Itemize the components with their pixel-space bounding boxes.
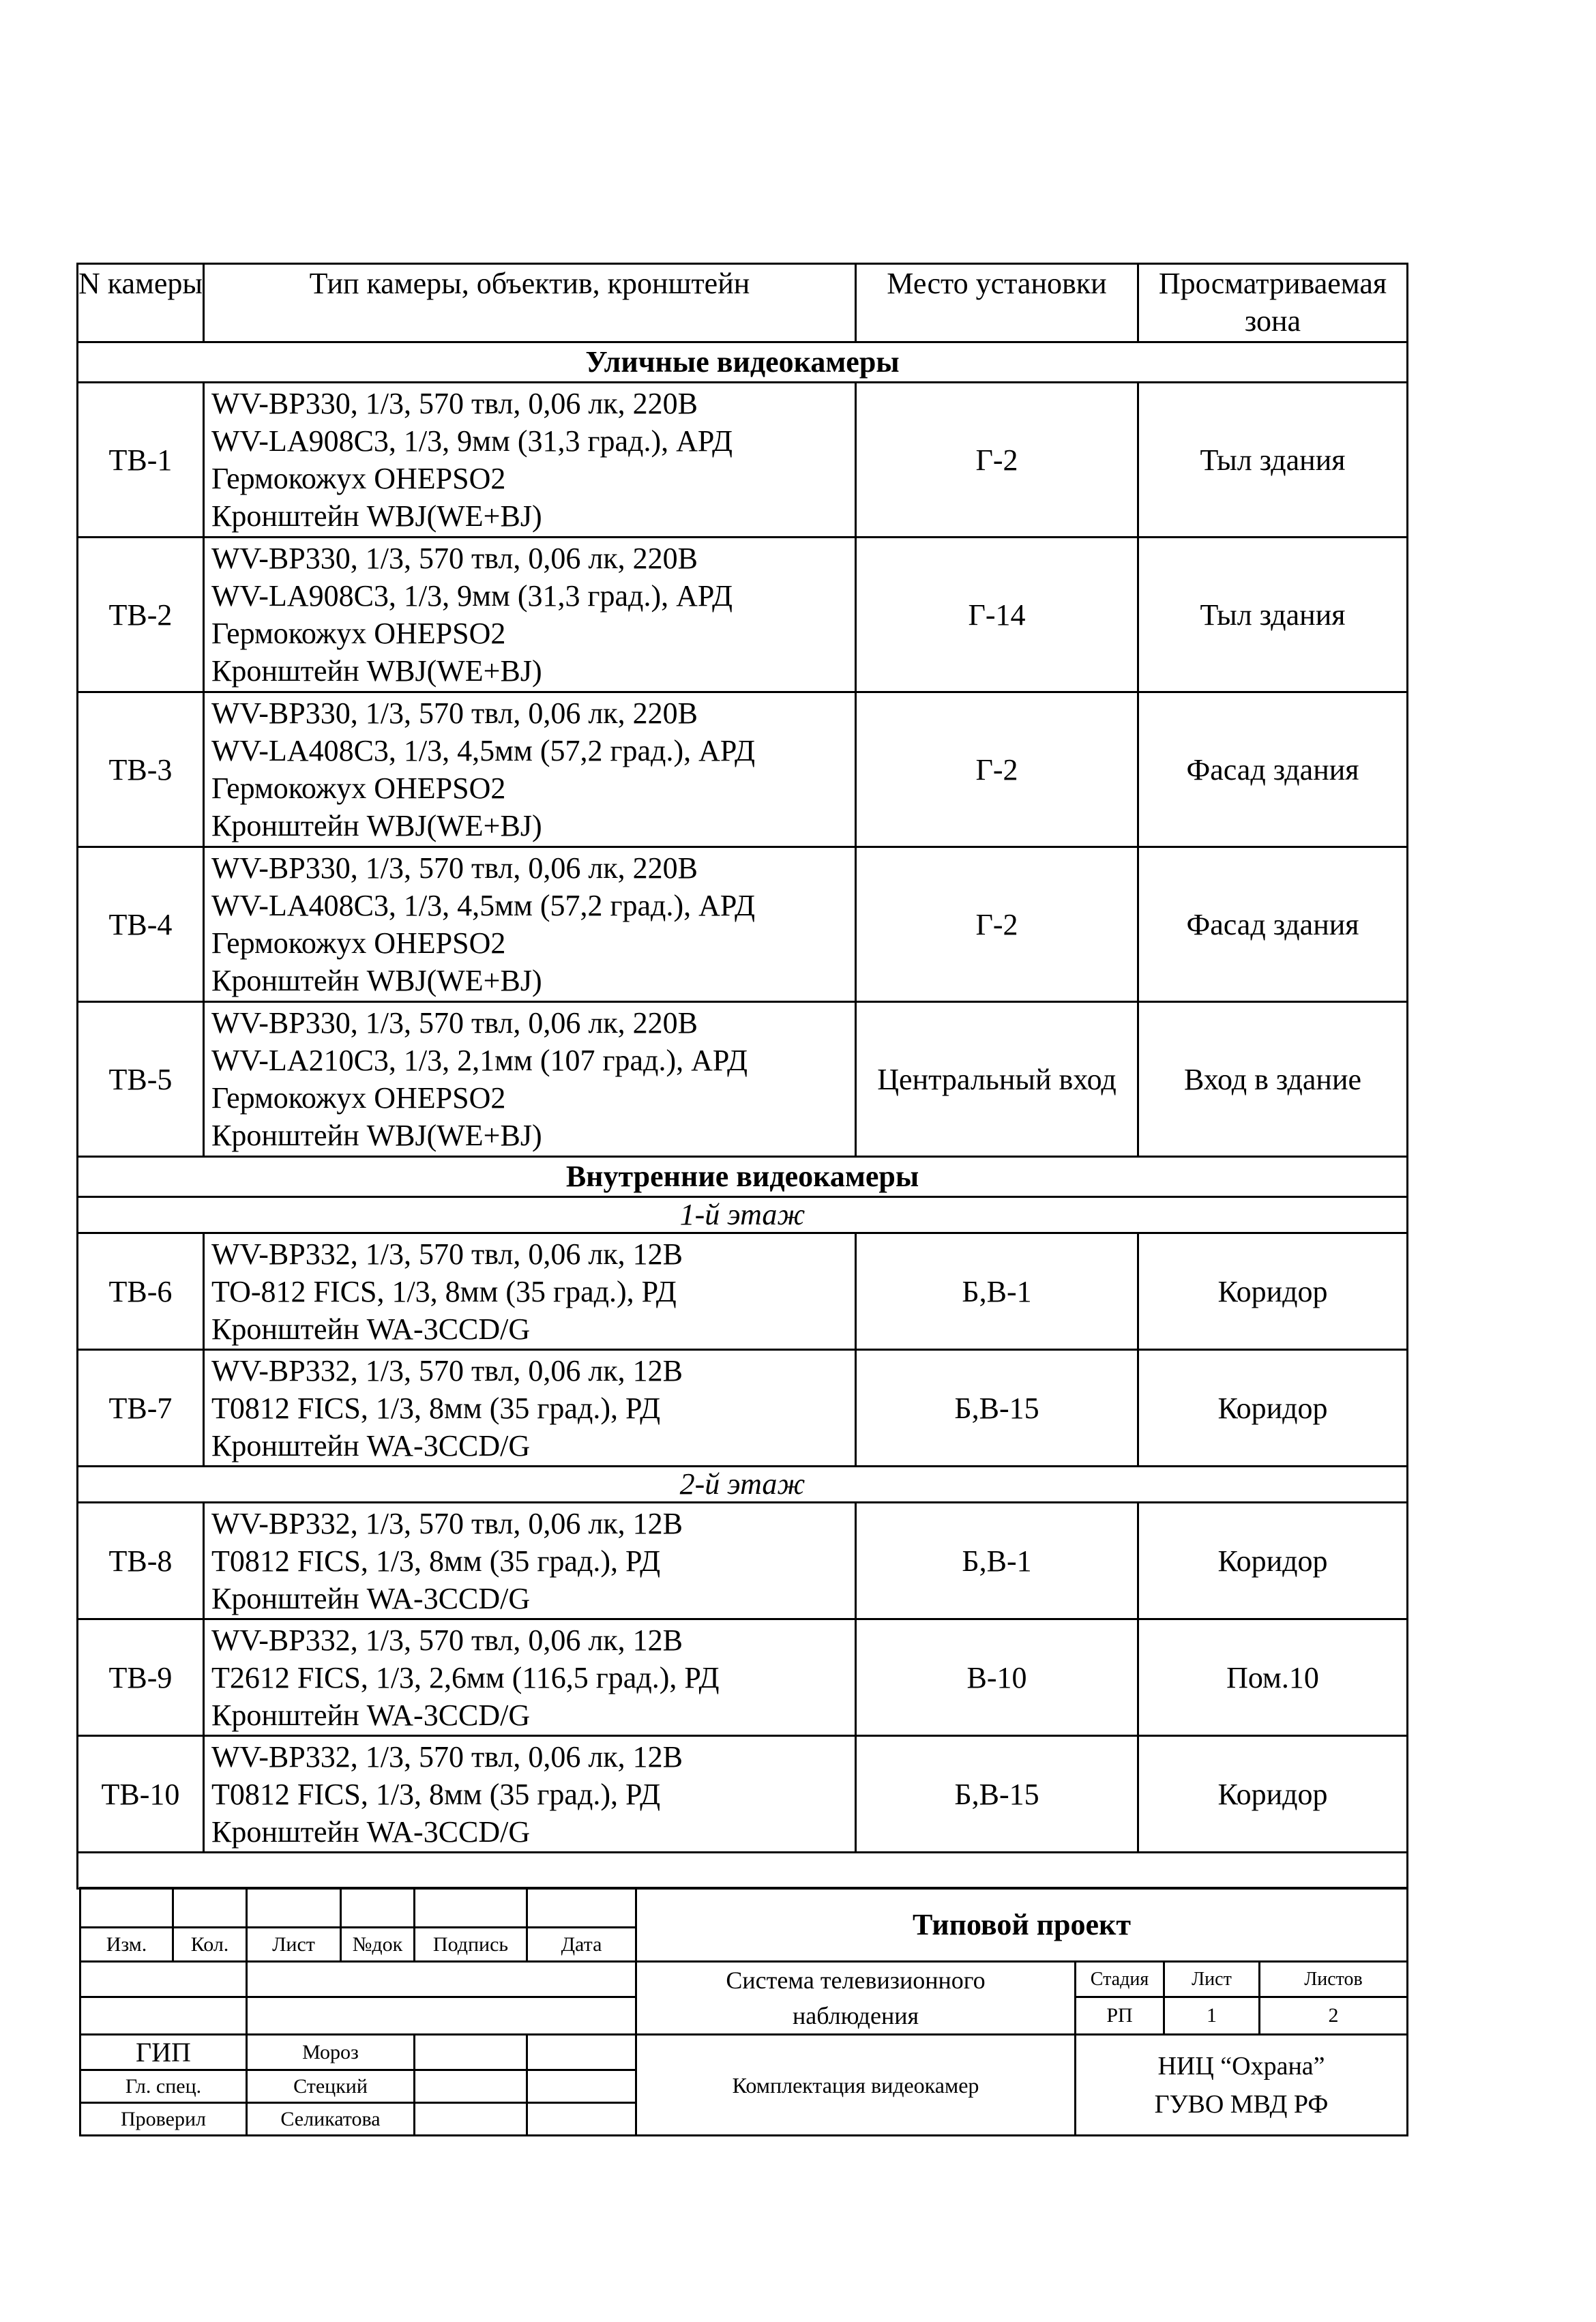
header-camera-type: Тип камеры, объектив, кронштейн xyxy=(204,264,856,342)
camera-spec-line: WV-BP332, 1/3, 570 твл, 0,06 лк, 12В xyxy=(211,1237,683,1271)
view-zone: Коридор xyxy=(1138,1736,1408,1853)
camera-spec-line: WV-BP332, 1/3, 570 твл, 0,06 лк, 12В xyxy=(211,1506,683,1540)
table-gap-cell xyxy=(78,1853,1408,1889)
camera-number: ТВ-8 xyxy=(78,1503,204,1619)
install-place: Центральный вход xyxy=(856,1002,1138,1157)
section-row-outdoor xyxy=(78,342,1408,383)
table-header-row xyxy=(78,264,1408,342)
check-name: Селикатова xyxy=(247,2103,415,2136)
view-zone: Коридор xyxy=(1138,1233,1408,1350)
stamp-cell xyxy=(527,2035,636,2070)
camera-spec-line: WV-LA210C3, 1/3, 2,1мм (107 град.), АРД xyxy=(211,1044,748,1077)
col-izm: Изм. xyxy=(80,1928,173,1962)
camera-spec-line: T0812 FICS, 1/3, 8мм (35 град.), РД xyxy=(211,1391,661,1425)
install-place: Г-14 xyxy=(856,538,1138,692)
view-zone: Фасад здания xyxy=(1138,692,1408,847)
view-zone: Тыл здания xyxy=(1138,538,1408,692)
camera-spec-line: Гермокожух OHEPSO2 xyxy=(211,617,506,650)
view-zone: Коридор xyxy=(1138,1503,1408,1619)
spec-name: Стецкий xyxy=(247,2070,415,2103)
install-place: Б,В-1 xyxy=(856,1503,1138,1619)
camera-spec xyxy=(204,383,856,538)
section-row-indoor xyxy=(78,1157,1408,1197)
camera-spec xyxy=(204,1233,856,1350)
camera-spec-line: Гермокожух OHEPSO2 xyxy=(211,1081,506,1115)
section-indoor: Внутренние видеокамеры xyxy=(78,1157,1408,1197)
camera-number: ТВ-5 xyxy=(78,1002,204,1157)
floor-1-label: 1-й этаж xyxy=(78,1197,1408,1233)
view-zone: Пом.10 xyxy=(1138,1619,1408,1736)
view-zone: Вход в здание xyxy=(1138,1002,1408,1157)
stamp-cell xyxy=(247,1888,341,1928)
col-list: Лист xyxy=(247,1928,341,1962)
table-row xyxy=(78,847,1408,1002)
stamp-cell xyxy=(80,1888,173,1928)
table-row xyxy=(78,1503,1408,1619)
camera-spec-line: Гермокожух OHEPSO2 xyxy=(211,926,506,960)
camera-spec-line: WV-BP330, 1/3, 570 твл, 0,06 лк, 220В xyxy=(211,387,698,420)
camera-spec-line: Кронштейн WBJ(WE+BJ) xyxy=(211,1119,542,1152)
table-row xyxy=(78,1736,1408,1853)
camera-spec-line: WV-BP332, 1/3, 570 твл, 0,06 лк, 12В xyxy=(211,1623,683,1657)
camera-table xyxy=(76,263,1408,1890)
col-ndok: №док xyxy=(341,1928,415,1962)
install-place: Г-2 xyxy=(856,692,1138,847)
floor-row-1 xyxy=(78,1197,1408,1233)
view-zone: Коридор xyxy=(1138,1350,1408,1467)
camera-spec-line: WV-BP330, 1/3, 570 твл, 0,06 лк, 220В xyxy=(211,851,698,885)
spec-role: Гл. спец. xyxy=(80,2070,247,2103)
table-row xyxy=(78,692,1408,847)
organization xyxy=(1076,2035,1408,2136)
camera-spec-line: WV-BP332, 1/3, 570 твл, 0,06 лк, 12В xyxy=(211,1353,683,1387)
install-place: Г-2 xyxy=(856,383,1138,538)
col-data: Дата xyxy=(527,1928,636,1962)
camera-spec-line: Кронштейн WA-3CCD/G xyxy=(211,1428,531,1463)
view-zone: Тыл здания xyxy=(1138,383,1408,538)
camera-spec-line: WV-LA408C3, 1/3, 4,5мм (57,2 град.), АРД xyxy=(211,734,756,767)
camera-number: ТВ-6 xyxy=(78,1233,204,1350)
camera-spec xyxy=(204,1619,856,1736)
camera-spec xyxy=(204,1350,856,1467)
stamp-cell xyxy=(247,1962,636,1997)
floor-row-2 xyxy=(78,1467,1408,1503)
camera-number: ТВ-1 xyxy=(78,383,204,538)
stage-label: Стадия xyxy=(1076,1962,1164,1997)
table-row xyxy=(78,1350,1408,1467)
camera-spec-line: Кронштейн WA-3CCD/G xyxy=(211,1581,531,1615)
stamp-cell xyxy=(527,2103,636,2136)
camera-spec xyxy=(204,692,856,847)
install-place: В-10 xyxy=(856,1619,1138,1736)
camera-spec-line: Кронштейн WBJ(WE+BJ) xyxy=(211,654,542,688)
check-role: Проверил xyxy=(80,2103,247,2136)
camera-spec-line: Кронштейн WA-3CCD/G xyxy=(211,1312,531,1346)
title-block xyxy=(79,1887,1408,2136)
table-gap-row xyxy=(78,1853,1408,1889)
camera-spec-line: Кронштейн WA-3CCD/G xyxy=(211,1698,531,1732)
install-place: Г-2 xyxy=(856,847,1138,1002)
organization-line-2: ГУВО МВД РФ xyxy=(1154,2089,1329,2119)
camera-spec xyxy=(204,1002,856,1157)
header-camera-number: N камеры xyxy=(78,264,204,342)
camera-spec-line: Кронштейн WBJ(WE+BJ) xyxy=(211,499,542,533)
install-place: Б,В-15 xyxy=(856,1736,1138,1853)
camera-number: ТВ-9 xyxy=(78,1619,204,1736)
system-name-line-2: наблюдения xyxy=(792,2002,919,2029)
camera-spec-line: Кронштейн WBJ(WE+BJ) xyxy=(211,809,542,842)
camera-spec-line: TO-812 FICS, 1/3, 8мм (35 град.), РД xyxy=(211,1274,677,1308)
stamp-cell xyxy=(173,1888,247,1928)
col-kol: Кол. xyxy=(173,1928,247,1962)
stamp-cell xyxy=(527,1888,636,1928)
table-row xyxy=(78,383,1408,538)
camera-number: ТВ-4 xyxy=(78,847,204,1002)
camera-spec-line: Кронштейн WBJ(WE+BJ) xyxy=(211,964,542,997)
stamp-cell xyxy=(527,2070,636,2103)
section-outdoor: Уличные видеокамеры xyxy=(78,342,1408,383)
install-place: Б,В-15 xyxy=(856,1350,1138,1467)
gip-name: Мороз xyxy=(247,2035,415,2070)
camera-number: ТВ-10 xyxy=(78,1736,204,1853)
table-row xyxy=(78,1619,1408,1736)
header-install-place: Место установки xyxy=(856,264,1138,342)
stamp-row xyxy=(80,1962,1408,1997)
stage-value: РП xyxy=(1076,1997,1164,2035)
camera-spec-line: WV-BP332, 1/3, 570 твл, 0,06 лк, 12В xyxy=(211,1739,683,1774)
gip-role: ГИП xyxy=(80,2035,247,2070)
project-title: Типовой проект xyxy=(636,1888,1408,1962)
camera-spec-line: WV-BP330, 1/3, 570 твл, 0,06 лк, 220В xyxy=(211,542,698,575)
stamp-cell xyxy=(415,1888,527,1928)
table-row xyxy=(78,538,1408,692)
stamp-cell xyxy=(341,1888,415,1928)
camera-number: ТВ-3 xyxy=(78,692,204,847)
camera-spec-line: WV-LA908C3, 1/3, 9мм (31,3 град.), АРД xyxy=(211,424,733,458)
camera-spec-line: Кронштейн WA-3CCD/G xyxy=(211,1814,531,1849)
stamp-cell xyxy=(80,1997,247,2035)
camera-spec-line: Гермокожух OHEPSO2 xyxy=(211,462,506,495)
camera-spec-line: Гермокожух OHEPSO2 xyxy=(211,771,506,805)
camera-spec-line: WV-BP330, 1/3, 570 твл, 0,06 лк, 220В xyxy=(211,1006,698,1040)
camera-spec xyxy=(204,847,856,1002)
document-content: Комплектация видеокамер xyxy=(636,2035,1076,2136)
camera-spec xyxy=(204,1503,856,1619)
floor-2-label: 2-й этаж xyxy=(78,1467,1408,1503)
system-name-line-1: Система телевизионного xyxy=(726,1967,986,1994)
camera-number: ТВ-2 xyxy=(78,538,204,692)
stamp-row xyxy=(80,1888,1408,1928)
camera-spec-line: T0812 FICS, 1/3, 8мм (35 град.), РД xyxy=(211,1777,661,1811)
sheet-value: 1 xyxy=(1164,1997,1260,2035)
stamp-cell xyxy=(80,1962,247,1997)
stamp-row xyxy=(80,2035,1408,2070)
camera-spec-line: WV-LA908C3, 1/3, 9мм (31,3 град.), АРД xyxy=(211,579,733,613)
table-row xyxy=(78,1233,1408,1350)
sheets-value: 2 xyxy=(1260,1997,1408,2035)
organization-line-1: НИЦ “Охрана” xyxy=(1157,2051,1325,2081)
stamp-cell xyxy=(415,2103,527,2136)
camera-spec-line: T2612 FICS, 1/3, 2,6мм (116,5 град.), РД xyxy=(211,1660,720,1694)
col-podpis: Подпись xyxy=(415,1928,527,1962)
system-name xyxy=(636,1962,1076,2035)
header-view-zone: Просматриваемая зона xyxy=(1138,264,1408,342)
sheet-label: Лист xyxy=(1164,1962,1260,1997)
camera-spec xyxy=(204,1736,856,1853)
camera-spec xyxy=(204,538,856,692)
stamp-cell xyxy=(415,2070,527,2103)
camera-spec-line: WV-LA408C3, 1/3, 4,5мм (57,2 град.), АРД xyxy=(211,889,756,922)
camera-spec-line: WV-BP330, 1/3, 570 твл, 0,06 лк, 220В xyxy=(211,696,698,730)
stamp-cell xyxy=(415,2035,527,2070)
view-zone: Фасад здания xyxy=(1138,847,1408,1002)
camera-spec-line: T0812 FICS, 1/3, 8мм (35 град.), РД xyxy=(211,1544,661,1578)
camera-number: ТВ-7 xyxy=(78,1350,204,1467)
sheets-label: Листов xyxy=(1260,1962,1408,1997)
table-row xyxy=(78,1002,1408,1157)
install-place: Б,В-1 xyxy=(856,1233,1138,1350)
stamp-cell xyxy=(247,1997,636,2035)
